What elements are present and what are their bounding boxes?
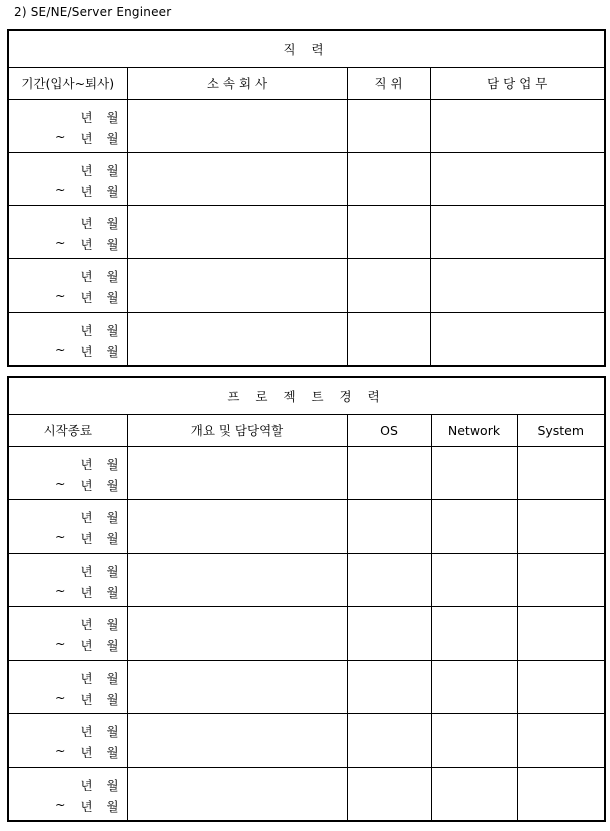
month-label: 월 xyxy=(106,638,119,654)
tilde-label: ~ xyxy=(55,743,66,759)
network-cell[interactable] xyxy=(431,446,517,499)
month-label: 월 xyxy=(106,531,119,547)
position-cell[interactable] xyxy=(347,259,430,312)
col-header-start-end: 시작종료 xyxy=(8,415,127,447)
career-row xyxy=(8,99,605,152)
project-row xyxy=(8,500,605,553)
network-cell[interactable] xyxy=(431,714,517,767)
year-label: 년 xyxy=(80,237,93,253)
summary-role-cell[interactable] xyxy=(127,553,347,606)
year-label: 년 xyxy=(80,162,93,178)
company-cell[interactable] xyxy=(127,99,347,152)
month-label: 월 xyxy=(106,343,119,359)
project-table-title: 프 로 젝 트 경 력 xyxy=(8,377,605,415)
tilde-label: ~ xyxy=(55,796,66,812)
summary-role-cell[interactable] xyxy=(127,500,347,553)
career-table xyxy=(7,29,606,367)
month-label: 월 xyxy=(106,691,119,707)
duties-cell[interactable] xyxy=(430,152,605,205)
year-label: 년 xyxy=(80,510,93,526)
month-label: 월 xyxy=(106,745,119,761)
month-label: 월 xyxy=(106,563,119,579)
year-label: 년 xyxy=(80,477,93,493)
period-cell[interactable] xyxy=(8,99,127,152)
company-cell[interactable] xyxy=(127,259,347,312)
career-row xyxy=(8,206,605,259)
period-cell[interactable] xyxy=(8,206,127,259)
system-cell[interactable] xyxy=(517,660,605,713)
month-label: 월 xyxy=(106,237,119,253)
year-label: 년 xyxy=(80,691,93,707)
career-table-title: 직 력 xyxy=(8,30,605,67)
period-cell[interactable] xyxy=(8,446,127,499)
month-label: 월 xyxy=(106,584,119,600)
company-cell[interactable] xyxy=(127,152,347,205)
period-cell[interactable] xyxy=(8,312,127,366)
project-row xyxy=(8,660,605,713)
position-cell[interactable] xyxy=(347,206,430,259)
year-label: 년 xyxy=(80,290,93,306)
year-label: 년 xyxy=(80,745,93,761)
tilde-label: ~ xyxy=(55,689,66,705)
system-cell[interactable] xyxy=(517,714,605,767)
col-header-duties: 담 당 업 무 xyxy=(430,67,605,99)
year-label: 년 xyxy=(80,638,93,654)
duties-cell[interactable] xyxy=(430,99,605,152)
tilde-label: ~ xyxy=(55,582,66,598)
os-cell[interactable] xyxy=(347,553,431,606)
summary-role-cell[interactable] xyxy=(127,607,347,660)
os-cell[interactable] xyxy=(347,607,431,660)
month-label: 월 xyxy=(106,510,119,526)
project-row xyxy=(8,767,605,821)
year-label: 년 xyxy=(80,724,93,740)
network-cell[interactable] xyxy=(431,553,517,606)
project-table xyxy=(7,376,606,822)
system-cell[interactable] xyxy=(517,446,605,499)
tilde-label: ~ xyxy=(55,529,66,545)
month-label: 월 xyxy=(106,670,119,686)
col-header-company: 소 속 회 사 xyxy=(127,67,347,99)
tilde-label: ~ xyxy=(55,341,66,357)
tilde-label: ~ xyxy=(55,235,66,251)
col-header-period: 기간(입사~퇴사) xyxy=(8,67,127,99)
summary-role-cell[interactable] xyxy=(127,660,347,713)
period-cell[interactable] xyxy=(8,714,127,767)
year-label: 년 xyxy=(80,343,93,359)
month-label: 월 xyxy=(106,322,119,338)
month-label: 월 xyxy=(106,109,119,125)
os-cell[interactable] xyxy=(347,767,431,821)
duties-cell[interactable] xyxy=(430,259,605,312)
month-label: 월 xyxy=(106,724,119,740)
year-label: 년 xyxy=(80,109,93,125)
period-cell[interactable] xyxy=(8,607,127,660)
os-cell[interactable] xyxy=(347,714,431,767)
company-cell[interactable] xyxy=(127,206,347,259)
career-row xyxy=(8,312,605,366)
year-label: 년 xyxy=(80,670,93,686)
period-cell[interactable] xyxy=(8,152,127,205)
company-cell[interactable] xyxy=(127,312,347,366)
month-label: 월 xyxy=(106,183,119,199)
section-heading: 2) SE/NE/Server Engineer xyxy=(14,5,172,19)
position-cell[interactable] xyxy=(347,152,430,205)
month-label: 월 xyxy=(106,162,119,178)
year-label: 년 xyxy=(80,322,93,338)
duties-cell[interactable] xyxy=(430,312,605,366)
year-label: 년 xyxy=(80,183,93,199)
position-cell[interactable] xyxy=(347,312,430,366)
period-cell[interactable] xyxy=(8,259,127,312)
month-label: 월 xyxy=(106,477,119,493)
network-cell[interactable] xyxy=(431,607,517,660)
year-label: 년 xyxy=(80,563,93,579)
tilde-label: ~ xyxy=(55,181,66,197)
period-cell[interactable] xyxy=(8,767,127,821)
month-label: 월 xyxy=(106,290,119,306)
month-label: 월 xyxy=(106,269,119,285)
duties-cell[interactable] xyxy=(430,206,605,259)
system-cell[interactable] xyxy=(517,553,605,606)
tilde-label: ~ xyxy=(55,128,66,144)
month-label: 월 xyxy=(106,798,119,814)
tilde-label: ~ xyxy=(55,636,66,652)
year-label: 년 xyxy=(80,130,93,146)
os-cell[interactable] xyxy=(347,446,431,499)
year-label: 년 xyxy=(80,456,93,472)
year-label: 년 xyxy=(80,531,93,547)
period-cell[interactable] xyxy=(8,660,127,713)
month-label: 월 xyxy=(106,130,119,146)
summary-role-cell[interactable] xyxy=(127,767,347,821)
month-label: 월 xyxy=(106,777,119,793)
os-cell[interactable] xyxy=(347,660,431,713)
year-label: 년 xyxy=(80,584,93,600)
month-label: 월 xyxy=(106,216,119,232)
position-cell[interactable] xyxy=(347,99,430,152)
network-cell[interactable] xyxy=(431,767,517,821)
os-cell[interactable] xyxy=(347,500,431,553)
summary-role-cell[interactable] xyxy=(127,714,347,767)
col-header-system: System xyxy=(517,415,605,447)
period-cell[interactable] xyxy=(8,500,127,553)
project-row xyxy=(8,607,605,660)
tilde-label: ~ xyxy=(55,475,66,491)
project-row xyxy=(8,553,605,606)
network-cell[interactable] xyxy=(431,660,517,713)
year-label: 년 xyxy=(80,269,93,285)
system-cell[interactable] xyxy=(517,767,605,821)
project-row xyxy=(8,714,605,767)
system-cell[interactable] xyxy=(517,607,605,660)
summary-role-cell[interactable] xyxy=(127,446,347,499)
col-header-summary-role: 개요 및 담당역할 xyxy=(127,415,347,447)
project-row xyxy=(8,446,605,499)
year-label: 년 xyxy=(80,216,93,232)
year-label: 년 xyxy=(80,798,93,814)
system-cell[interactable] xyxy=(517,500,605,553)
col-header-network: Network xyxy=(431,415,517,447)
col-header-position: 직 위 xyxy=(347,67,430,99)
year-label: 년 xyxy=(80,777,93,793)
month-label: 월 xyxy=(106,456,119,472)
career-row xyxy=(8,152,605,205)
career-row xyxy=(8,259,605,312)
year-label: 년 xyxy=(80,617,93,633)
period-cell[interactable] xyxy=(8,553,127,606)
network-cell[interactable] xyxy=(431,500,517,553)
col-header-os: OS xyxy=(347,415,431,447)
month-label: 월 xyxy=(106,617,119,633)
tilde-label: ~ xyxy=(55,288,66,304)
